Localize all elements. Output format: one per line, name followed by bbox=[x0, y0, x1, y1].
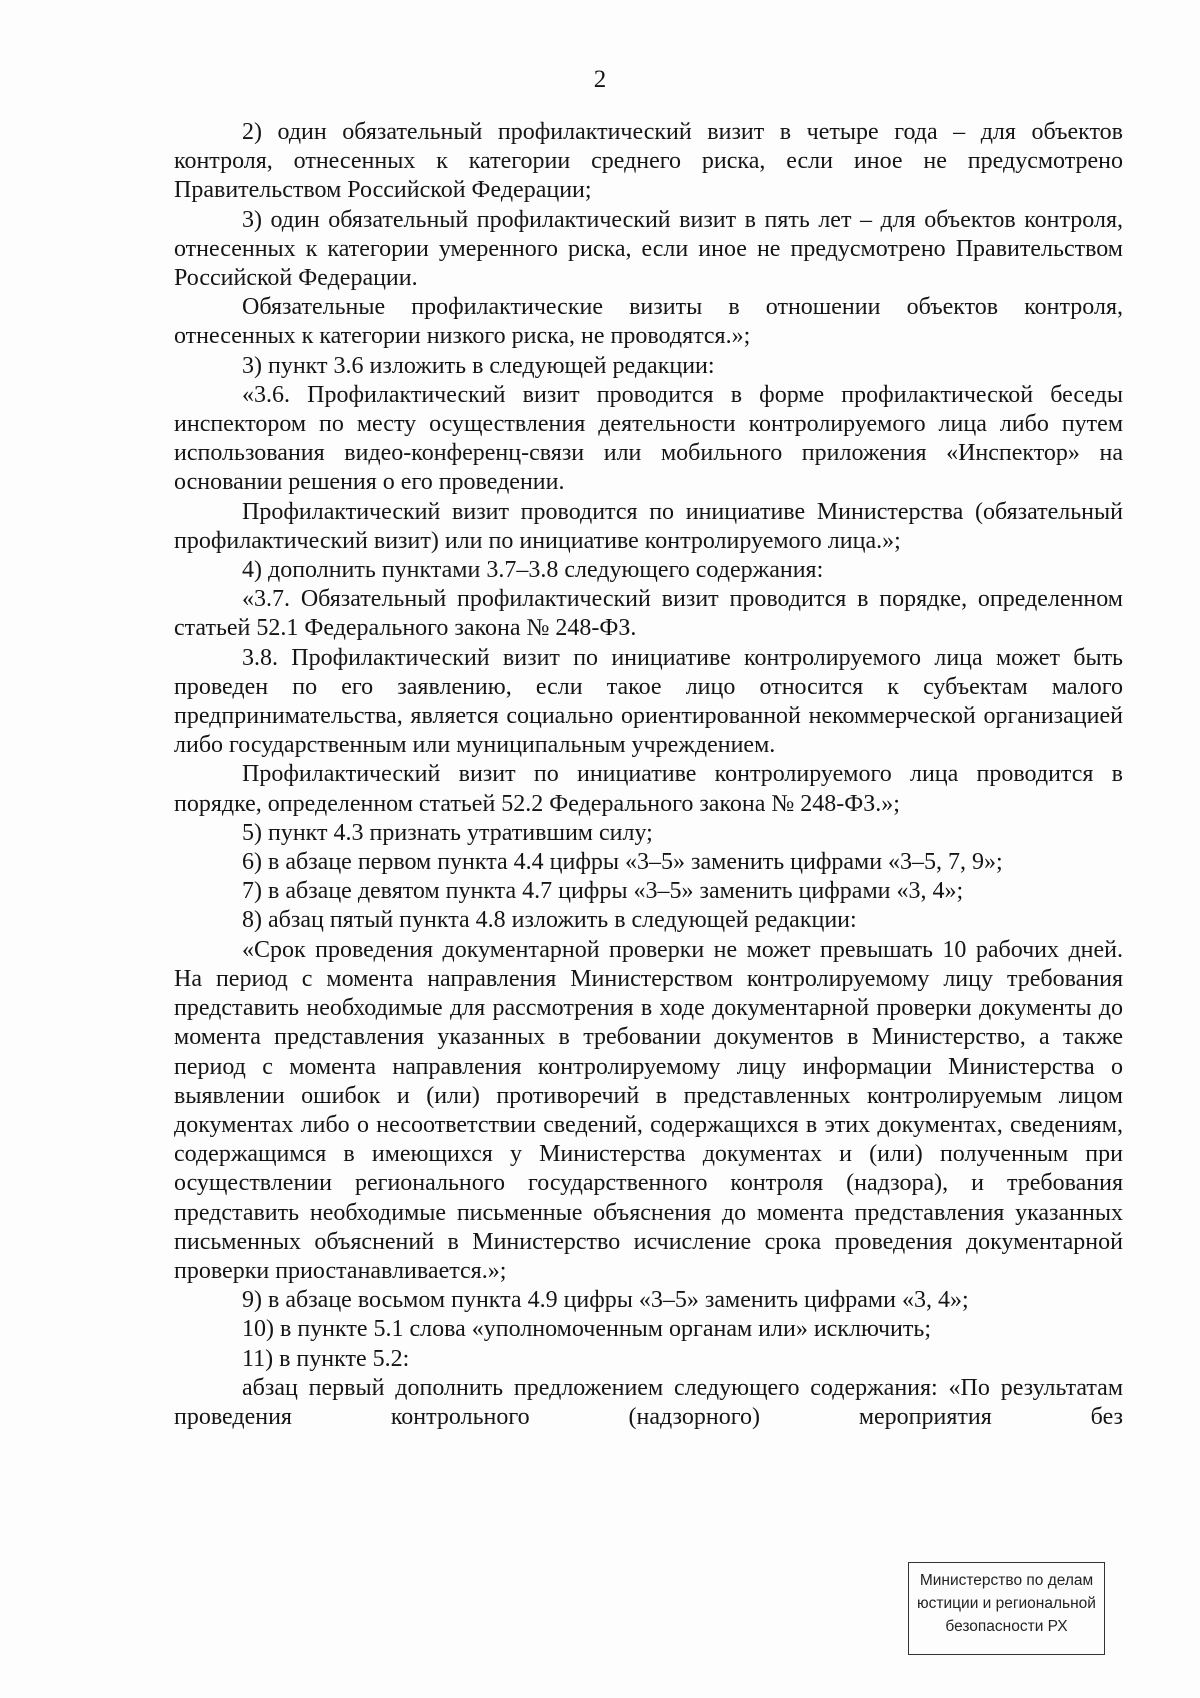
paragraph: «3.7. Обязательный профилактический визит проводится в порядке, определенном статьей 52.1 Федерального закона № 248-ФЗ. bbox=[174, 586, 1123, 642]
paragraph: 6) в абзаце первом пункта 4.4 цифры «3–5» заменить цифрами «3–5, 7, 9»; bbox=[242, 849, 1003, 876]
paragraph: абзац первый дополнить предложением следующего содержания: «По результатам проведения контрольного (надзорного) мероприятия без bbox=[174, 1374, 1123, 1430]
paragraph: 9) в абзаце восьмом пункта 4.9 цифры «3–5» заменить цифрами «3, 4»; bbox=[242, 1287, 969, 1314]
stamp-line: безопасности РХ bbox=[945, 1618, 1068, 1635]
paragraph: 2) один обязательный профилактический визит в четыре года – для объектов контроля, отнесенных к категории среднего риска, если иное не предусмотрено Правительством Российской Федерации; bbox=[174, 119, 1123, 204]
paragraph: 3) пункт 3.6 изложить в следующей редакции: bbox=[242, 352, 715, 379]
paragraph: Профилактический визит по инициативе контролируемого лица проводится в порядке, определенном статьей 52.2 Федерального закона № 248-ФЗ.»; bbox=[174, 761, 1123, 817]
paragraph: 3) один обязательный профилактический визит в пять лет – для объектов контроля, отнесенных к категории умеренного риска, если иное не предусмотрено Правительством Российской Федерации. bbox=[174, 206, 1123, 292]
paragraph: 5) пункт 4.3 признать утратившим силу; bbox=[242, 819, 653, 846]
paragraph: 10) в пункте 5.1 слова «уполномоченным органам или» исключить; bbox=[242, 1316, 931, 1343]
ministry-stamp bbox=[908, 1562, 1105, 1655]
stamp-line: юстиции и региональной bbox=[917, 1595, 1096, 1612]
paragraph: Обязательные профилактические визиты в отношении объектов контроля, отнесенных к категории низкого риска, не проводятся.»; bbox=[174, 294, 1123, 350]
paragraph: 7) в абзаце девятом пункта 4.7 цифры «3–5» заменить цифрами «3, 4»; bbox=[242, 878, 964, 905]
paragraph: «3.6. Профилактический визит проводится в форме профилактической беседы инспектором по месту осуществления деятельности контролируемого лица либо путем использования видео-конференц-связи или мобильного приложения «Инспектор» на основании решения о его проведении. bbox=[174, 381, 1123, 496]
paragraph: Профилактический визит проводится по инициативе Министерства (обязательный профилактический визит) или по инициативе контролируемого лица.»; bbox=[174, 498, 1123, 554]
paragraph: 4) дополнить пунктами 3.7–3.8 следующего содержания: bbox=[242, 557, 824, 584]
paragraph: 3.8. Профилактический визит по инициативе контролируемого лица может быть проведен по его заявлению, если такое лицо относится к субъектам малого предпринимательства, является социально ориентированной некоммерческой организацией либо государственным или муниципальным учреждением. bbox=[174, 644, 1123, 759]
stamp-line: Министерство по делам bbox=[919, 1572, 1094, 1589]
page-number: 2 bbox=[593, 66, 607, 93]
document-body bbox=[174, 118, 1123, 1432]
paragraph: 11) в пункте 5.2: bbox=[242, 1345, 410, 1372]
paragraph: «Срок проведения документарной проверки не может превышать 10 рабочих дней. На период с момента направления Министерством контролируемому лицу требования представить необходимые для рассмотрения в ходе документарной проверки документы до момента представления указанных в требовании документов в Министерство, а также период с момента направления контролируемому лицу информации Министерства о выявлении ошибок и (или) противоречий в представленных контролируемым лицом документах либо о несоответствии сведений, содержащихся в этих документах, сведениям, содержащимся в имеющихся у Министерства документах и (или) полученным при осуществлении регионального государственного контроля (надзора), и требования представить необходимые письменные объяснения до момента представления указанных письменных объяснений в Министерство исчисление срока проведения документарной проверки приостанавливается.»; bbox=[174, 936, 1123, 1284]
paragraph: 8) абзац пятый пункта 4.8 изложить в следующей редакции: bbox=[242, 907, 857, 934]
